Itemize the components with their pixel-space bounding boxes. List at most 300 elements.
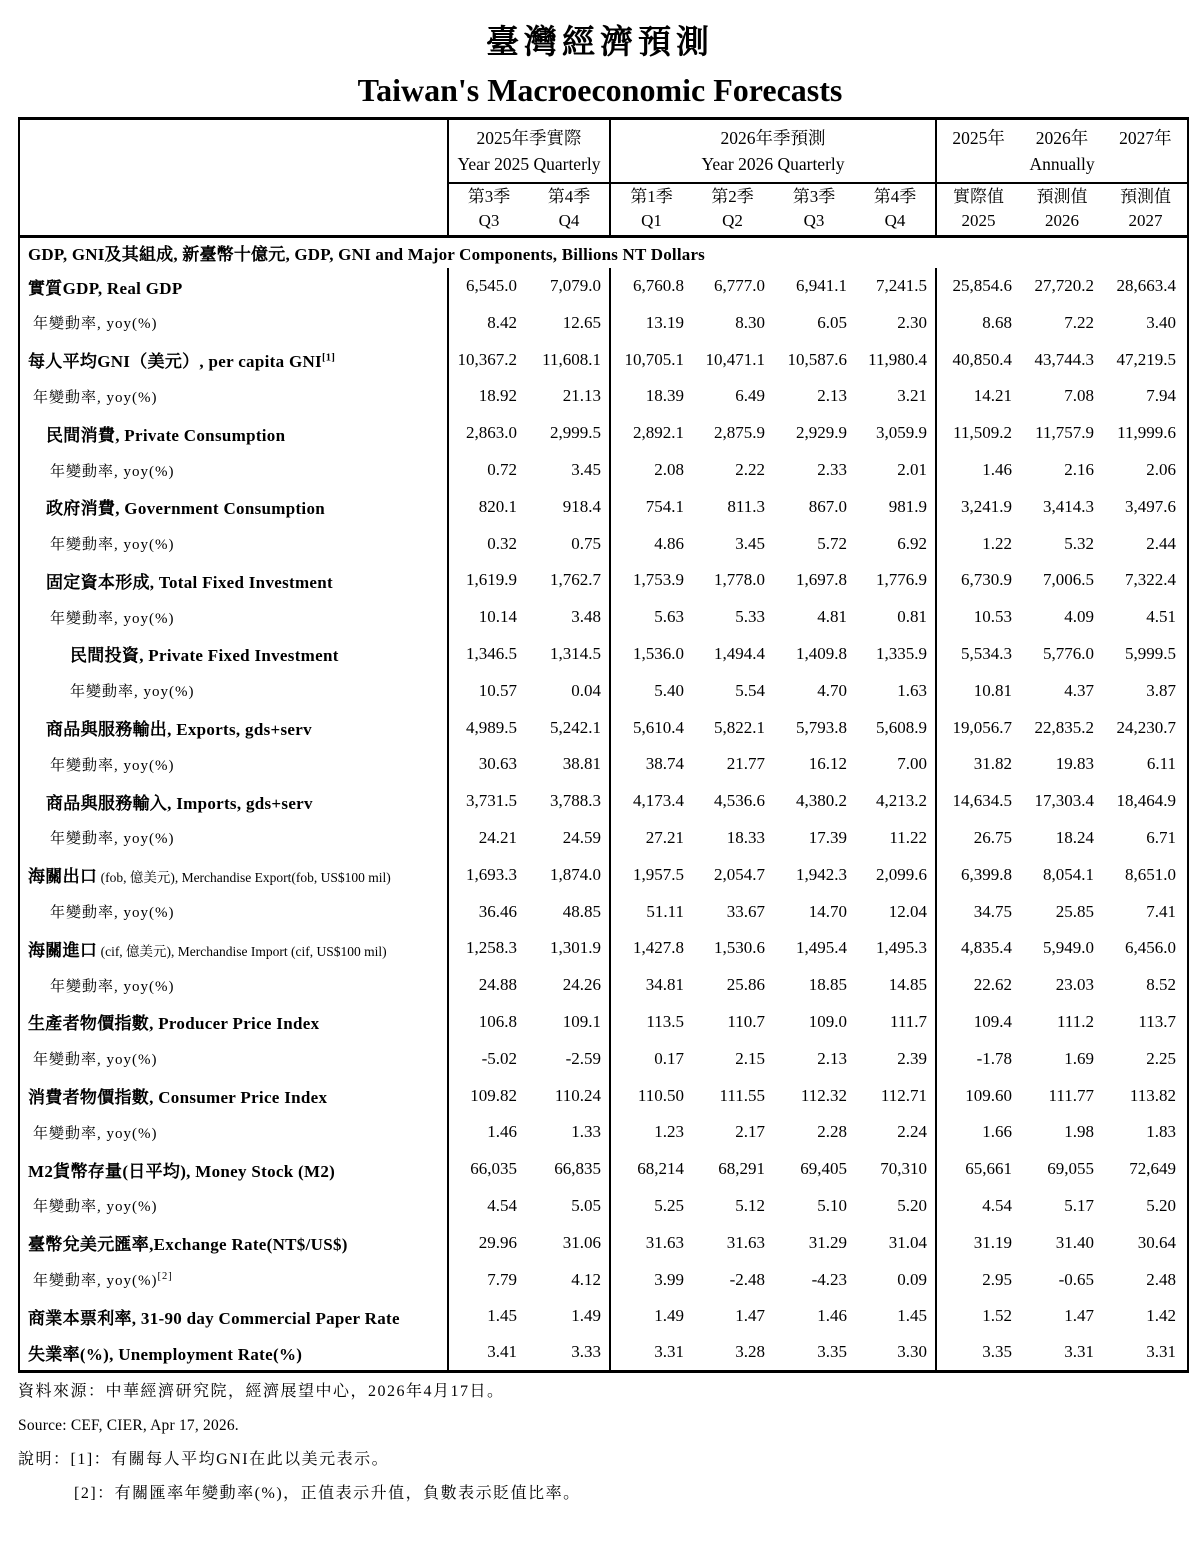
value-cell: 31.40 [1055, 1232, 1094, 1252]
col-header-q2-2026: 第2季 Q2 [692, 183, 773, 237]
value-cell: 5.20 [1146, 1195, 1177, 1215]
page [0, 23, 1200, 1504]
col-header-forecast-2026: 預測值 2026 [1020, 183, 1104, 237]
table-row [19, 930, 1188, 967]
value-cell: 6,456.0 [1125, 938, 1177, 958]
value-cell: 23.03 [1055, 975, 1094, 995]
value-cell: 25,854.6 [952, 276, 1012, 296]
value-cell: 5,793.8 [796, 717, 847, 737]
page-title-zh: 臺灣經濟預測 [486, 22, 714, 61]
value-cell: 113.82 [1129, 1085, 1177, 1105]
value-cell: 25.85 [1055, 901, 1094, 921]
value-cell: 5.17 [1064, 1195, 1094, 1215]
value-cell: 5.63 [654, 607, 684, 627]
value-cell: 1,778.0 [714, 570, 765, 590]
value-cell: 5.33 [735, 607, 765, 627]
value-cell: 5.40 [654, 680, 684, 700]
value-cell: 38.74 [645, 754, 684, 774]
value-cell: 1.66 [982, 1122, 1012, 1142]
row-label: 政府消費, Government Consumption [19, 488, 448, 525]
value-cell: 1.98 [1064, 1122, 1094, 1142]
table-row [19, 525, 1188, 562]
value-cell: 0.17 [654, 1048, 684, 1068]
value-cell: 5,608.9 [855, 709, 936, 746]
value-cell: 0.32 [487, 533, 517, 553]
value-cell: 109.0 [808, 1011, 847, 1031]
value-cell: 2.01 [855, 452, 936, 489]
value-cell: 1,957.5 [633, 864, 684, 884]
value-cell: 8,054.1 [1043, 864, 1094, 884]
value-cell: 1.46 [487, 1122, 517, 1142]
table-row [19, 1077, 1188, 1114]
value-cell: 6.92 [855, 525, 936, 562]
value-cell: 10.14 [478, 607, 517, 627]
value-cell: 918.4 [529, 488, 610, 525]
value-cell: 6,777.0 [714, 276, 765, 296]
table-row [19, 1298, 1188, 1335]
value-cell: 5.10 [817, 1195, 847, 1215]
value-cell: 8.42 [487, 312, 517, 332]
value-cell: 31.19 [973, 1232, 1012, 1252]
table-row [19, 1004, 1188, 1041]
value-cell: 4.09 [1064, 607, 1094, 627]
value-cell: 31.06 [529, 1224, 610, 1261]
value-cell: 4,380.2 [796, 791, 847, 811]
value-cell: 106.8 [478, 1011, 517, 1031]
value-cell: 7.08 [1064, 386, 1094, 406]
value-cell: 2.33 [817, 460, 847, 479]
value-cell: 19,056.7 [952, 717, 1012, 737]
table-row [19, 304, 1188, 341]
value-cell: 18.24 [1055, 827, 1094, 847]
value-cell: 5,999.5 [1125, 643, 1177, 663]
value-cell: 3.99 [654, 1269, 684, 1289]
value-cell: 24.88 [478, 975, 517, 995]
row-label: 年變動率, yoy(%) [19, 893, 448, 930]
value-cell: 1,427.8 [633, 938, 684, 958]
table-body [19, 237, 1188, 1372]
row-label: 實質GDP, Real GDP [19, 268, 448, 305]
value-cell: 1.42 [1146, 1306, 1177, 1326]
value-cell: 1.47 [1064, 1306, 1094, 1326]
value-cell: 1.46 [982, 460, 1012, 479]
value-cell: 4.86 [654, 533, 684, 553]
value-cell: 34.81 [645, 975, 684, 995]
table-row [19, 856, 1188, 893]
value-cell: 2.22 [735, 460, 765, 479]
value-cell: 34.75 [973, 901, 1012, 921]
value-cell: 6.71 [1146, 827, 1177, 847]
value-cell: 112.71 [855, 1077, 936, 1114]
value-cell: 1,346.5 [466, 643, 517, 663]
value-cell: 0.09 [855, 1261, 936, 1298]
value-cell: 112.32 [800, 1085, 847, 1105]
value-cell: 11.22 [855, 820, 936, 857]
col-header-q4-2025: 第4季 Q4 [529, 183, 610, 237]
value-cell: 1.69 [1064, 1048, 1094, 1068]
value-cell: 1,619.9 [466, 570, 517, 590]
value-cell: 2.25 [1146, 1048, 1177, 1068]
value-cell: 3,414.3 [1043, 496, 1094, 516]
value-cell: 1,258.3 [466, 938, 517, 958]
value-cell: 3,788.3 [529, 783, 610, 820]
value-cell: 5,610.4 [633, 717, 684, 737]
value-cell: 1,335.9 [855, 636, 936, 673]
value-cell: 3.45 [735, 533, 765, 553]
row-label: 固定資本形成, Total Fixed Investment [19, 562, 448, 599]
value-cell: 5.32 [1064, 533, 1094, 553]
value-cell: 7.79 [487, 1269, 517, 1289]
table-row [19, 1114, 1188, 1151]
value-cell: 4.54 [487, 1195, 517, 1215]
value-cell: 7,079.0 [529, 268, 610, 305]
value-cell: 14,634.5 [952, 791, 1012, 811]
value-cell: 7.41 [1146, 901, 1177, 921]
value-cell: 43,744.3 [1034, 349, 1094, 369]
value-cell: 2.39 [855, 1040, 936, 1077]
value-cell: 6,730.9 [961, 570, 1012, 590]
value-cell: 981.9 [855, 488, 936, 525]
value-cell: 111.77 [1048, 1085, 1094, 1105]
value-cell: 3,731.5 [466, 791, 517, 811]
value-cell: 24.59 [529, 820, 610, 857]
row-label: 年變動率, yoy(%) [19, 304, 448, 341]
value-cell: 25.86 [726, 975, 765, 995]
value-cell: 30.63 [478, 754, 517, 774]
value-cell: 18.33 [726, 827, 765, 847]
value-cell: 14.85 [855, 967, 936, 1004]
value-cell: 51.11 [646, 901, 684, 921]
value-cell: 1,530.6 [714, 938, 765, 958]
table-row [19, 709, 1188, 746]
row-label: 民間投資, Private Fixed Investment [19, 636, 448, 673]
value-cell: 48.85 [529, 893, 610, 930]
value-cell: 14.70 [808, 901, 847, 921]
group-label-en: Annually [1029, 153, 1095, 174]
value-cell: 2.44 [1146, 533, 1177, 553]
col-header-forecast-2027: 預測值 2027 [1104, 183, 1188, 237]
value-cell: 109.82 [470, 1085, 517, 1105]
year-label: 2027年 [1119, 127, 1172, 148]
value-cell: 1,942.3 [796, 864, 847, 884]
value-cell: 2.13 [817, 386, 847, 406]
col-header-q3-2026: 第3季 Q3 [773, 183, 855, 237]
value-cell: 4.70 [817, 680, 847, 700]
value-cell: 1.49 [529, 1298, 610, 1335]
value-cell: 70,310 [855, 1151, 936, 1188]
table-row [19, 341, 1188, 378]
value-cell: 17.39 [808, 827, 847, 847]
value-cell: 4,213.2 [855, 783, 936, 820]
table-row [19, 599, 1188, 636]
value-cell: 31.04 [855, 1224, 936, 1261]
value-cell: 5,534.3 [961, 643, 1012, 663]
table-row [19, 562, 1188, 599]
year-label: 2026年 [1035, 127, 1089, 148]
value-cell: 6,399.8 [961, 864, 1012, 884]
label-column-header [19, 119, 448, 237]
value-cell: 110.24 [529, 1077, 610, 1114]
value-cell: 0.04 [529, 672, 610, 709]
value-cell: 2,875.9 [714, 423, 765, 443]
row-label: 海關進口 (cif, 億美元), Merchandise Import (cif, US$100 mil) [19, 930, 448, 967]
value-cell: 1,301.9 [529, 930, 610, 967]
value-cell: 17,303.4 [1034, 791, 1094, 811]
value-cell: 1.83 [1146, 1122, 1177, 1142]
value-cell: 4,989.5 [466, 717, 517, 737]
value-cell: 2.24 [855, 1114, 936, 1151]
row-label: 年變動率, yoy(%) [19, 672, 448, 709]
value-cell: 27,720.2 [1034, 276, 1094, 296]
value-cell: 18,464.9 [1116, 791, 1177, 811]
row-label: 年變動率, yoy(%) [19, 1040, 448, 1077]
value-cell: 2.17 [735, 1122, 765, 1142]
value-cell: 1.47 [735, 1306, 765, 1326]
table-row [19, 378, 1188, 415]
value-cell: 3.31 [1064, 1342, 1094, 1362]
value-cell: 2.13 [817, 1048, 847, 1068]
value-cell: 10,587.6 [787, 349, 847, 369]
value-cell: -0.65 [1058, 1269, 1094, 1289]
value-cell: 1,874.0 [529, 856, 610, 893]
value-cell: 3.35 [982, 1342, 1012, 1362]
value-cell: 7,241.5 [855, 268, 936, 305]
value-cell: 3,497.6 [1125, 496, 1177, 516]
row-label: 年變動率, yoy(%) [19, 1114, 448, 1151]
value-cell: 24,230.7 [1116, 717, 1177, 737]
value-cell: 3,241.9 [961, 496, 1012, 516]
table-row [19, 1188, 1188, 1225]
value-cell: 1,693.3 [466, 864, 517, 884]
value-cell: 110.7 [727, 1011, 765, 1031]
value-cell: 10,471.1 [705, 349, 765, 369]
footnote-2: [2]：有關匯率年變動率(%)，正值表示升值，負數表示貶值比率。 [74, 1485, 581, 1503]
value-cell: 16.12 [808, 754, 847, 774]
value-cell: 31.29 [808, 1232, 847, 1252]
annual-years-row [937, 125, 1187, 151]
value-cell: 2,863.0 [466, 423, 517, 443]
value-cell: 11,509.2 [953, 423, 1012, 443]
value-cell: 18.85 [808, 975, 847, 995]
value-cell: 1.52 [982, 1306, 1012, 1326]
value-cell: 24.26 [529, 967, 610, 1004]
value-cell: 2.06 [1146, 460, 1177, 479]
value-cell: 5.05 [529, 1188, 610, 1225]
value-cell: 113.7 [1138, 1011, 1177, 1031]
value-cell: 110.50 [637, 1085, 684, 1105]
value-cell: 6,941.1 [796, 276, 847, 296]
footnote-marker: [2] [157, 1271, 173, 1283]
page-title-en: Taiwan's Macroeconomic Forecasts [357, 71, 843, 108]
value-cell: 0.81 [855, 599, 936, 636]
value-cell: 7.00 [855, 746, 936, 783]
value-cell: 12.65 [529, 304, 610, 341]
value-cell: 8.30 [735, 312, 765, 332]
value-cell: 5,242.1 [529, 709, 610, 746]
value-cell: 2,929.9 [796, 423, 847, 443]
value-cell: 18.39 [645, 386, 684, 406]
table-row [19, 746, 1188, 783]
value-cell: 13.19 [645, 312, 684, 332]
value-cell: 40,850.4 [952, 349, 1012, 369]
value-cell: 10.53 [973, 607, 1012, 627]
value-cell: 21.13 [529, 378, 610, 415]
value-cell: 1.45 [487, 1306, 517, 1326]
value-cell: 1,776.9 [855, 562, 936, 599]
group-label-zh: 2026年季預測 [720, 127, 826, 148]
row-label: 年變動率, yoy(%)[2] [19, 1261, 448, 1298]
source-note-en: Source: CEF, CIER, Apr 17, 2026. [18, 1417, 239, 1435]
row-label: 商品與服務輸出, Exports, gds+serv [19, 709, 448, 746]
value-cell: 3.21 [855, 378, 936, 415]
table-row [19, 783, 1188, 820]
value-cell: 1,494.4 [714, 643, 765, 663]
value-cell: 2,054.7 [714, 864, 765, 884]
value-cell: 2.95 [982, 1269, 1012, 1289]
value-cell: 3.30 [855, 1335, 936, 1372]
value-cell: 7,322.4 [1125, 570, 1177, 590]
value-cell: 3.41 [487, 1342, 517, 1362]
table-row [19, 636, 1188, 673]
value-cell: 111.7 [855, 1004, 936, 1041]
value-cell: 10.81 [973, 680, 1012, 700]
section-header-row [19, 237, 1188, 268]
value-cell: 69,405 [800, 1159, 847, 1179]
col-header-q3-2025: 第3季 Q3 [448, 183, 529, 237]
group-label-en: Year 2026 Quarterly [701, 153, 845, 174]
row-label: 商業本票利率, 31-90 day Commercial Paper Rate [19, 1298, 448, 1335]
value-cell: 31.82 [973, 754, 1012, 774]
value-cell: 68,291 [718, 1159, 765, 1179]
value-cell: 3.40 [1146, 312, 1177, 332]
table-row [19, 415, 1188, 452]
table-row [19, 1261, 1188, 1298]
year-label: 2025年 [952, 127, 1005, 148]
value-cell: 111.2 [1057, 1011, 1094, 1031]
table-header [19, 119, 1188, 237]
value-cell: 18.92 [478, 386, 517, 406]
value-cell: 21.77 [726, 754, 765, 774]
value-cell: 4.37 [1064, 680, 1094, 700]
value-cell: 5,776.0 [1043, 643, 1094, 663]
value-cell: 1.63 [855, 672, 936, 709]
value-cell: 867.0 [808, 496, 847, 516]
value-cell: 11,980.4 [855, 341, 936, 378]
group-header-2025-quarterly [448, 119, 610, 183]
col-header-q1-2026: 第1季 Q1 [610, 183, 692, 237]
row-label: 年變動率, yoy(%) [19, 452, 448, 489]
value-cell: 6,545.0 [466, 276, 517, 296]
group-label-en: Year 2025 Quarterly [457, 153, 601, 174]
value-cell: 1,697.8 [796, 570, 847, 590]
value-cell: 109.60 [965, 1085, 1012, 1105]
value-cell: 820.1 [478, 496, 517, 516]
table-row [19, 268, 1188, 305]
table-row [19, 1224, 1188, 1261]
value-cell: 6.05 [817, 312, 847, 332]
value-cell: 1.23 [654, 1122, 684, 1142]
value-cell: 2.16 [1064, 460, 1094, 479]
value-cell: 6.11 [1146, 754, 1177, 774]
table-row [19, 820, 1188, 857]
value-cell: 14.21 [973, 386, 1012, 406]
value-cell: 65,661 [965, 1159, 1012, 1179]
value-cell: 72,649 [1129, 1159, 1177, 1179]
group-header-2026-quarterly [610, 119, 936, 183]
value-cell: 1,314.5 [529, 636, 610, 673]
value-cell: 30.64 [1137, 1232, 1177, 1252]
value-cell: 1,495.3 [855, 930, 936, 967]
footer [18, 1382, 1200, 1504]
section-header: GDP, GNI及其組成, 新臺幣十億元, GDP, GNI and Major Components, Billions NT Dollars [28, 245, 706, 265]
value-cell: 4,536.6 [714, 791, 765, 811]
group-header-row [19, 119, 1188, 183]
value-cell: 27.21 [645, 827, 684, 847]
value-cell: 2,999.5 [529, 415, 610, 452]
value-cell: 7.22 [1064, 312, 1094, 332]
row-label: 消費者物價指數, Consumer Price Index [19, 1077, 448, 1114]
value-cell: 4,835.4 [961, 938, 1012, 958]
value-cell: 1.22 [982, 533, 1012, 553]
value-cell: 1.33 [529, 1114, 610, 1151]
value-cell: 10,367.2 [457, 349, 517, 369]
value-cell: 38.81 [529, 746, 610, 783]
value-cell: 7.94 [1146, 386, 1177, 406]
row-label: 臺幣兌美元匯率,Exchange Rate(NT$/US$) [19, 1224, 448, 1261]
value-cell: 109.4 [973, 1011, 1012, 1031]
value-cell: 33.67 [726, 901, 765, 921]
value-cell: 2.30 [855, 304, 936, 341]
row-label: 失業率(%), Unemployment Rate(%) [19, 1335, 448, 1372]
value-cell: 1,762.7 [529, 562, 610, 599]
value-cell: -2.48 [729, 1269, 765, 1289]
value-cell: 5.20 [855, 1188, 936, 1225]
value-cell: 6,760.8 [633, 276, 684, 296]
row-label: 年變動率, yoy(%) [19, 967, 448, 1004]
value-cell: 12.04 [855, 893, 936, 930]
value-cell: -4.23 [811, 1269, 847, 1289]
value-cell: 11,999.6 [1117, 423, 1177, 443]
value-cell: 11,757.9 [1035, 423, 1094, 443]
value-cell: -1.78 [976, 1048, 1012, 1068]
value-cell: 3.45 [529, 452, 610, 489]
table-row [19, 893, 1188, 930]
value-cell: 68,214 [637, 1159, 684, 1179]
row-label: M2貨幣存量(日平均), Money Stock (M2) [19, 1151, 448, 1188]
value-cell: 22,835.2 [1034, 717, 1094, 737]
value-cell: 2.28 [817, 1122, 847, 1142]
footnote-1: 說明：[1]：有關每人平均GNI在此以美元表示。 [18, 1451, 390, 1469]
value-cell: 8,651.0 [1125, 864, 1177, 884]
group-label-zh: 2025年季實際 [476, 127, 582, 148]
value-cell: 2,099.6 [855, 856, 936, 893]
value-cell: 8.52 [1146, 975, 1177, 995]
value-cell: -2.59 [529, 1040, 610, 1077]
group-header-annually [936, 119, 1188, 183]
row-label: 年變動率, yoy(%) [19, 820, 448, 857]
value-cell: 1,536.0 [633, 643, 684, 663]
table-row [19, 488, 1188, 525]
value-cell: 3.31 [654, 1342, 684, 1362]
col-header-actual-2025: 實際值 2025 [936, 183, 1020, 237]
table-row [19, 672, 1188, 709]
value-cell: 1.45 [855, 1298, 936, 1335]
value-cell: 2.15 [735, 1048, 765, 1068]
table-row [19, 967, 1188, 1004]
value-cell: 3.35 [817, 1342, 847, 1362]
footnote-marker: [1] [321, 352, 336, 364]
value-cell: 31.63 [645, 1232, 684, 1252]
